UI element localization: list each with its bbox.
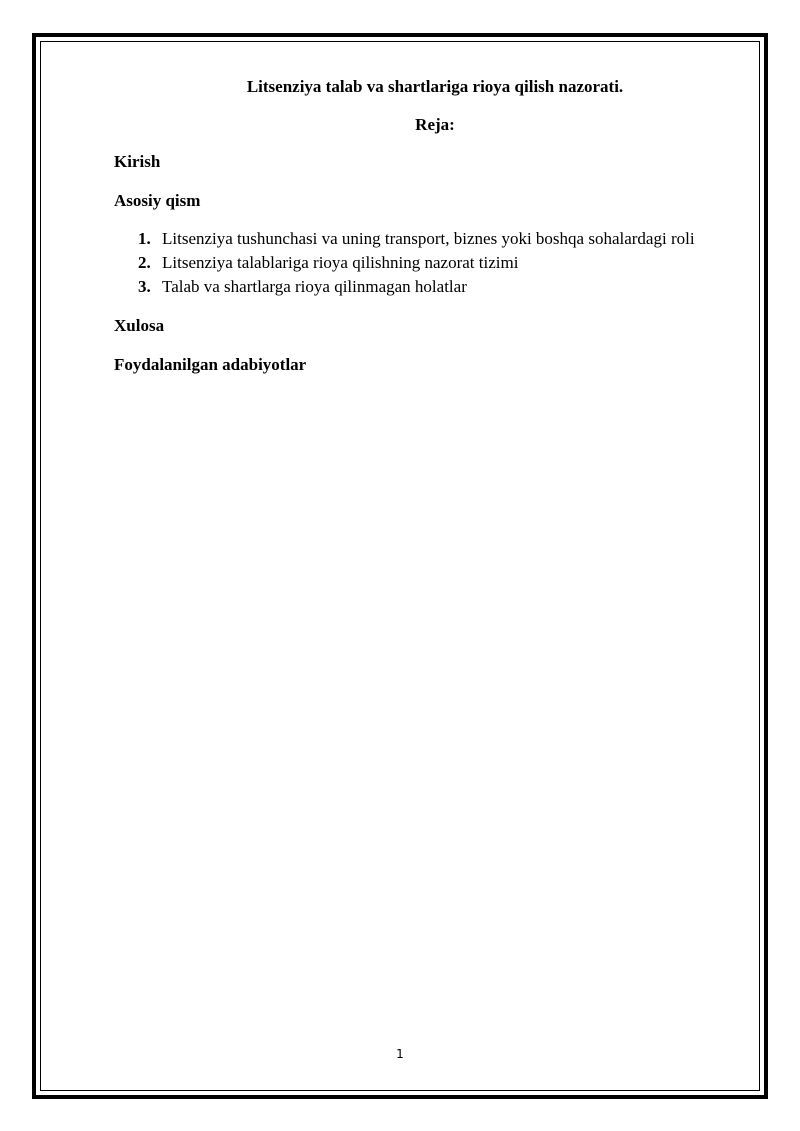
section-heading-conclusion: Xulosa	[114, 316, 165, 335]
plan-label: Reja:	[415, 115, 455, 134]
section-heading-intro: Kirish	[114, 152, 161, 171]
list-item-text: Litsenziya tushunchasi va uning transport, biznes yoki boshqa sohalardagi roli	[162, 229, 695, 248]
list-item-number: 1.	[138, 229, 151, 248]
list-item	[114, 227, 726, 251]
document-title: Litsenziya talab va shartlariga rioya qilish nazorati.	[246, 77, 624, 96]
list-item	[114, 251, 726, 275]
section-heading-references: Foydalanilgan adabiyotlar	[114, 355, 307, 374]
list-item-text: Talab va shartlarga rioya qilinmagan holatlar	[162, 277, 467, 296]
document-body	[114, 76, 726, 376]
list-item-text: Litsenziya talablariga rioya qilishning nazorat tizimi	[162, 253, 519, 272]
list-item	[114, 275, 726, 299]
page-number: 1	[396, 1047, 404, 1061]
section-heading-main: Asosiy qism	[114, 191, 201, 210]
main-part-list	[114, 227, 726, 299]
list-item-number: 3.	[138, 277, 151, 296]
list-item-number: 2.	[138, 253, 151, 272]
